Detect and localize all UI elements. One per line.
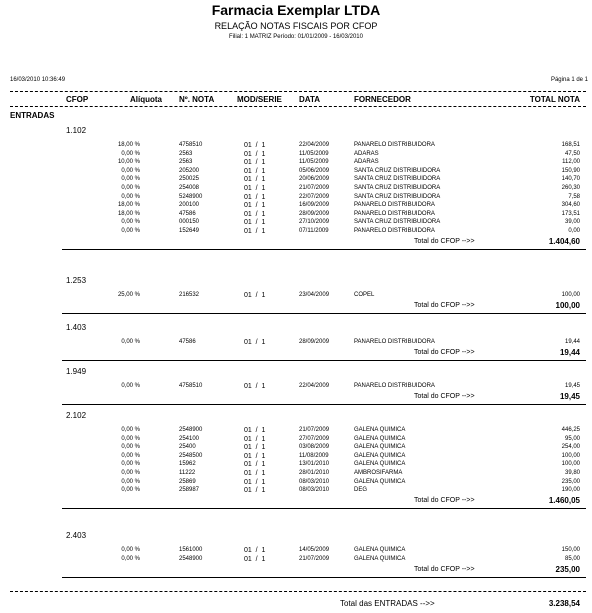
aliquota-cell: 0,00 % xyxy=(121,461,140,468)
mod-serie-cell: 01 / 1 xyxy=(244,176,266,184)
total-nota-cell: 19,44 xyxy=(564,339,580,345)
cfop-code: 1.403 xyxy=(66,323,87,332)
aliquota-cell: 0,00 % xyxy=(121,452,140,459)
total-nota-cell: 112,00 xyxy=(562,159,580,166)
group-divider xyxy=(62,313,586,314)
mod-serie-cell: 01 / 1 xyxy=(244,487,266,495)
data-cell: 11/05/2009 xyxy=(299,159,329,166)
data-cell: 23/04/2009 xyxy=(299,292,330,298)
aliquota-cell: 0,00 % xyxy=(121,167,140,174)
aliquota-cell: 0,00 % xyxy=(121,435,140,442)
header-bottom-rule xyxy=(10,106,586,107)
aliquota-cell: 10,00 % xyxy=(117,159,140,166)
total-nota-cell: 304,60 xyxy=(561,202,580,209)
mod-serie-cell: 01 / 1 xyxy=(244,167,266,175)
fornecedor-cell: SANTA CRUZ DISTRIBUIDORA xyxy=(354,219,441,226)
fornecedor-cell: SANTA CRUZ DISTRIBUIDORA xyxy=(354,176,441,183)
data-cell: 28/01/2010 xyxy=(299,470,330,476)
col-aliquota: Alíquota xyxy=(130,95,162,104)
group-divider xyxy=(62,404,586,405)
aliquota-cell: 0,00 % xyxy=(121,150,140,157)
mod-serie-cell: 01 / 1 xyxy=(244,435,266,443)
nota-cell: 47586 xyxy=(179,210,196,217)
total-nota-cell: 254,00 xyxy=(561,444,580,451)
total-cfop-label: Total do CFOP -->> xyxy=(414,497,475,505)
fornecedor-cell: GALENA QUIMICA xyxy=(354,478,406,485)
data-cell: 14/05/2009 xyxy=(299,547,330,553)
total-nota-cell: 85,00 xyxy=(564,555,580,562)
group-divider xyxy=(62,360,586,361)
grand-total-rule xyxy=(10,591,586,592)
total-nota-cell: 100,00 xyxy=(561,461,580,468)
total-cfop-value: 235,00 xyxy=(555,564,580,574)
printed-at: 16/03/2010 10:36:49 xyxy=(10,77,66,83)
total-cfop-label: Total do CFOP -->> xyxy=(414,349,475,356)
report-title: RELAÇÃO NOTAS FISCAIS POR CFOP xyxy=(214,21,378,31)
col-data: DATA xyxy=(299,95,321,104)
fornecedor-cell: PANARELO DISTRIBUIDORA xyxy=(354,228,435,234)
fornecedor-cell: PANARELO DISTRIBUIDORA xyxy=(354,210,435,217)
fornecedor-cell: GALENA QUIMICA xyxy=(354,427,406,433)
total-nota-cell: 47,50 xyxy=(564,150,580,157)
cfop-code: 1.949 xyxy=(66,367,87,376)
data-cell: 28/09/2009 xyxy=(299,339,330,345)
total-nota-cell: 446,25 xyxy=(561,427,580,433)
nota-cell: 2563 xyxy=(179,150,193,157)
nota-cell: 152649 xyxy=(179,228,200,234)
total-nota-cell: 39,80 xyxy=(564,470,580,476)
total-nota-cell: 260,30 xyxy=(561,185,580,191)
cfop-code: 1.102 xyxy=(66,126,87,135)
nota-cell: 25400 xyxy=(179,444,196,451)
page-number: Página 1 de 1 xyxy=(550,77,588,83)
nota-cell: 216532 xyxy=(179,292,200,298)
company-title: Farmacia Exemplar LTDA xyxy=(211,2,381,18)
fornecedor-cell: PANARELO DISTRIBUIDORA xyxy=(354,383,435,389)
table-row xyxy=(0,556,592,565)
nota-cell: 2548500 xyxy=(179,452,203,459)
col-fornecedor: FORNECEDOR xyxy=(354,95,411,104)
nota-cell: 258987 xyxy=(179,487,200,494)
data-cell: 27/10/2009 xyxy=(299,219,330,226)
header-top-rule xyxy=(10,91,586,92)
col-mod-serie: MOD/SERIE xyxy=(237,95,282,104)
total-nota-cell: 100,00 xyxy=(561,292,580,298)
mod-serie-cell: 01 / 1 xyxy=(244,470,266,477)
data-cell: 21/07/2009 xyxy=(299,555,330,562)
mod-serie-cell: 01 / 1 xyxy=(244,461,266,469)
fornecedor-cell: PANARELO DISTRIBUIDORA xyxy=(354,142,435,148)
fornecedor-cell: DEG xyxy=(354,487,368,494)
fornecedor-cell: PANARELO DISTRIBUIDORA xyxy=(354,339,435,345)
data-cell: 11/08/2009 xyxy=(299,452,329,459)
group-divider xyxy=(62,577,586,578)
nota-cell: 11222 xyxy=(179,470,196,476)
nota-cell: 250025 xyxy=(179,176,200,183)
data-cell: 22/04/2009 xyxy=(299,383,330,389)
total-nota-cell: 150,90 xyxy=(561,167,580,174)
group-divider xyxy=(62,249,586,250)
total-cfop-value: 19,44 xyxy=(559,348,580,357)
nota-cell: 000150 xyxy=(179,219,200,226)
fornecedor-cell: SANTA CRUZ DISTRIBUIDORA xyxy=(354,185,441,191)
fornecedor-cell: ADARAS xyxy=(354,159,379,166)
fornecedor-cell: GALENA QUIMICA xyxy=(354,461,406,468)
mod-serie-cell: 01 / 1 xyxy=(244,219,266,227)
data-cell: 20/06/2009 xyxy=(299,176,330,183)
fornecedor-cell: SANTA CRUZ DISTRIBUIDORA xyxy=(354,167,441,174)
total-nota-cell: 150,00 xyxy=(561,547,580,553)
mod-serie-cell: 01 / 1 xyxy=(244,159,266,167)
total-nota-cell: 168,51 xyxy=(561,142,580,148)
col-total-nota: TOTAL NOTA xyxy=(529,95,580,104)
nota-cell: 2548900 xyxy=(179,555,203,562)
data-cell: 05/06/2009 xyxy=(299,167,330,174)
data-cell: 21/07/2009 xyxy=(299,185,330,191)
fornecedor-cell: COPEL xyxy=(354,292,375,298)
data-cell: 22/07/2009 xyxy=(299,193,330,200)
fornecedor-cell: ADARAS xyxy=(354,150,379,157)
mod-serie-cell: 01 / 1 xyxy=(244,210,266,218)
fornecedor-cell: GALENA QUIMICA xyxy=(354,444,406,451)
mod-serie-cell: 01 / 1 xyxy=(244,193,266,201)
data-cell: 07/11/2009 xyxy=(299,228,329,234)
aliquota-cell: 0,00 % xyxy=(121,427,140,433)
total-cfop-label: Total do CFOP -->> xyxy=(414,302,475,309)
total-cfop-value: 19,45 xyxy=(559,392,580,401)
total-nota-cell: 95,00 xyxy=(564,435,580,442)
cfop-code: 2.102 xyxy=(66,411,87,420)
aliquota-cell: 0,00 % xyxy=(121,383,140,389)
aliquota-cell: 0,00 % xyxy=(121,555,140,562)
fornecedor-cell: SANTA CRUZ DISTRIBUIDORA xyxy=(354,193,441,200)
total-nota-cell: 140,70 xyxy=(561,176,580,183)
fornecedor-cell: GALENA QUIMICA xyxy=(354,547,406,553)
table-row xyxy=(0,487,592,496)
nota-cell: 4758510 xyxy=(179,142,203,148)
aliquota-cell: 0,00 % xyxy=(121,444,140,451)
aliquota-cell: 0,00 % xyxy=(121,185,140,191)
aliquota-cell: 0,00 % xyxy=(121,478,140,485)
data-cell: 11/05/2009 xyxy=(299,150,329,157)
aliquota-cell: 0,00 % xyxy=(121,176,140,183)
mod-serie-cell: 01 / 1 xyxy=(244,228,266,235)
col-nota: Nº. NOTA xyxy=(179,95,215,104)
mod-serie-cell: 01 / 1 xyxy=(244,292,266,299)
total-nota-cell: 100,00 xyxy=(561,452,580,459)
fornecedor-cell: AMBROSIFARMA xyxy=(354,470,403,476)
nota-cell: 205200 xyxy=(179,167,200,174)
aliquota-cell: 25,00 % xyxy=(117,292,140,298)
fornecedor-cell: GALENA QUIMICA xyxy=(354,435,406,442)
report-filter: Filial: 1 MATRIZ Período: 01/01/2009 - 16/03/2010 xyxy=(229,34,363,40)
total-nota-cell: 39,00 xyxy=(564,219,580,226)
total-nota-cell: 235,00 xyxy=(561,478,580,485)
nota-cell: 15962 xyxy=(179,461,196,468)
mod-serie-cell: 01 / 1 xyxy=(244,427,266,434)
data-cell: 27/07/2009 xyxy=(299,435,330,442)
mod-serie-cell: 01 / 1 xyxy=(244,142,266,149)
table-row xyxy=(0,228,592,237)
table-row xyxy=(0,383,592,392)
mod-serie-cell: 01 / 1 xyxy=(244,444,266,452)
nota-cell: 5248900 xyxy=(179,193,203,200)
nota-cell: 4758510 xyxy=(179,383,203,389)
mod-serie-cell: 01 / 1 xyxy=(244,547,266,554)
aliquota-cell: 0,00 % xyxy=(121,339,140,345)
nota-cell: 47586 xyxy=(179,339,196,345)
cfop-code: 1.253 xyxy=(66,276,87,285)
nota-cell: 254008 xyxy=(179,185,200,191)
total-cfop-value: 100,00 xyxy=(555,301,580,310)
total-cfop-label: Total do CFOP -->> xyxy=(414,238,475,245)
data-cell: 13/01/2010 xyxy=(299,461,330,468)
total-cfop-value: 1.404,60 xyxy=(548,237,580,246)
nota-cell: 2563 xyxy=(179,159,193,166)
mod-serie-cell: 01 / 1 xyxy=(244,185,266,192)
nota-cell: 200100 xyxy=(179,202,200,209)
data-cell: 28/09/2009 xyxy=(299,210,330,217)
grand-total-value: 3.238,54 xyxy=(548,599,580,608)
table-row xyxy=(0,292,592,301)
aliquota-cell: 0,00 % xyxy=(121,470,140,476)
cfop-code: 2.403 xyxy=(66,531,87,540)
total-nota-cell: 0,00 xyxy=(568,228,580,234)
data-cell: 16/09/2009 xyxy=(299,202,330,209)
mod-serie-cell: 01 / 1 xyxy=(244,452,266,460)
col-cfop: CFOP xyxy=(66,95,89,104)
fornecedor-cell: GALENA QUIMICA xyxy=(354,555,406,562)
total-cfop-label: Total do CFOP -->> xyxy=(414,565,475,573)
aliquota-cell: 0,00 % xyxy=(121,228,140,234)
data-cell: 03/08/2009 xyxy=(299,444,330,451)
mod-serie-cell: 01 / 1 xyxy=(244,383,266,390)
total-cfop-label: Total do CFOP -->> xyxy=(414,393,475,400)
aliquota-cell: 0,00 % xyxy=(121,219,140,226)
aliquota-cell: 0,00 % xyxy=(121,193,140,200)
nota-cell: 1561000 xyxy=(179,547,203,553)
data-cell: 08/03/2010 xyxy=(299,487,330,494)
aliquota-cell: 18,00 % xyxy=(117,202,140,209)
nota-cell: 254100 xyxy=(179,435,200,442)
mod-serie-cell: 01 / 1 xyxy=(244,150,266,158)
nota-cell: 2548900 xyxy=(179,427,203,433)
data-cell: 22/04/2009 xyxy=(299,142,330,148)
total-nota-cell: 7,58 xyxy=(568,193,580,200)
section-entradas: ENTRADAS xyxy=(10,111,55,120)
mod-serie-cell: 01 / 1 xyxy=(244,339,266,346)
aliquota-cell: 0,00 % xyxy=(121,487,140,494)
data-cell: 08/03/2010 xyxy=(299,478,330,485)
total-nota-cell: 19,45 xyxy=(564,383,580,389)
mod-serie-cell: 01 / 1 xyxy=(244,555,266,563)
aliquota-cell: 0,00 % xyxy=(121,547,140,553)
fornecedor-cell: GALENA QUIMICA xyxy=(354,452,406,459)
grand-total-label: Total das ENTRADAS -->> xyxy=(340,599,435,608)
total-cfop-value: 1.460,05 xyxy=(548,496,580,506)
total-nota-cell: 190,00 xyxy=(561,487,580,494)
nota-cell: 25869 xyxy=(179,478,196,485)
aliquota-cell: 18,00 % xyxy=(117,210,140,217)
fornecedor-cell: PANARELO DISTRIBUIDORA xyxy=(354,202,435,209)
group-divider xyxy=(62,508,586,509)
table-row xyxy=(0,339,592,348)
mod-serie-cell: 01 / 1 xyxy=(244,202,266,210)
mod-serie-cell: 01 / 1 xyxy=(244,478,266,486)
total-nota-cell: 173,51 xyxy=(561,210,580,217)
data-cell: 21/07/2009 xyxy=(299,427,330,433)
aliquota-cell: 18,00 % xyxy=(117,142,140,148)
